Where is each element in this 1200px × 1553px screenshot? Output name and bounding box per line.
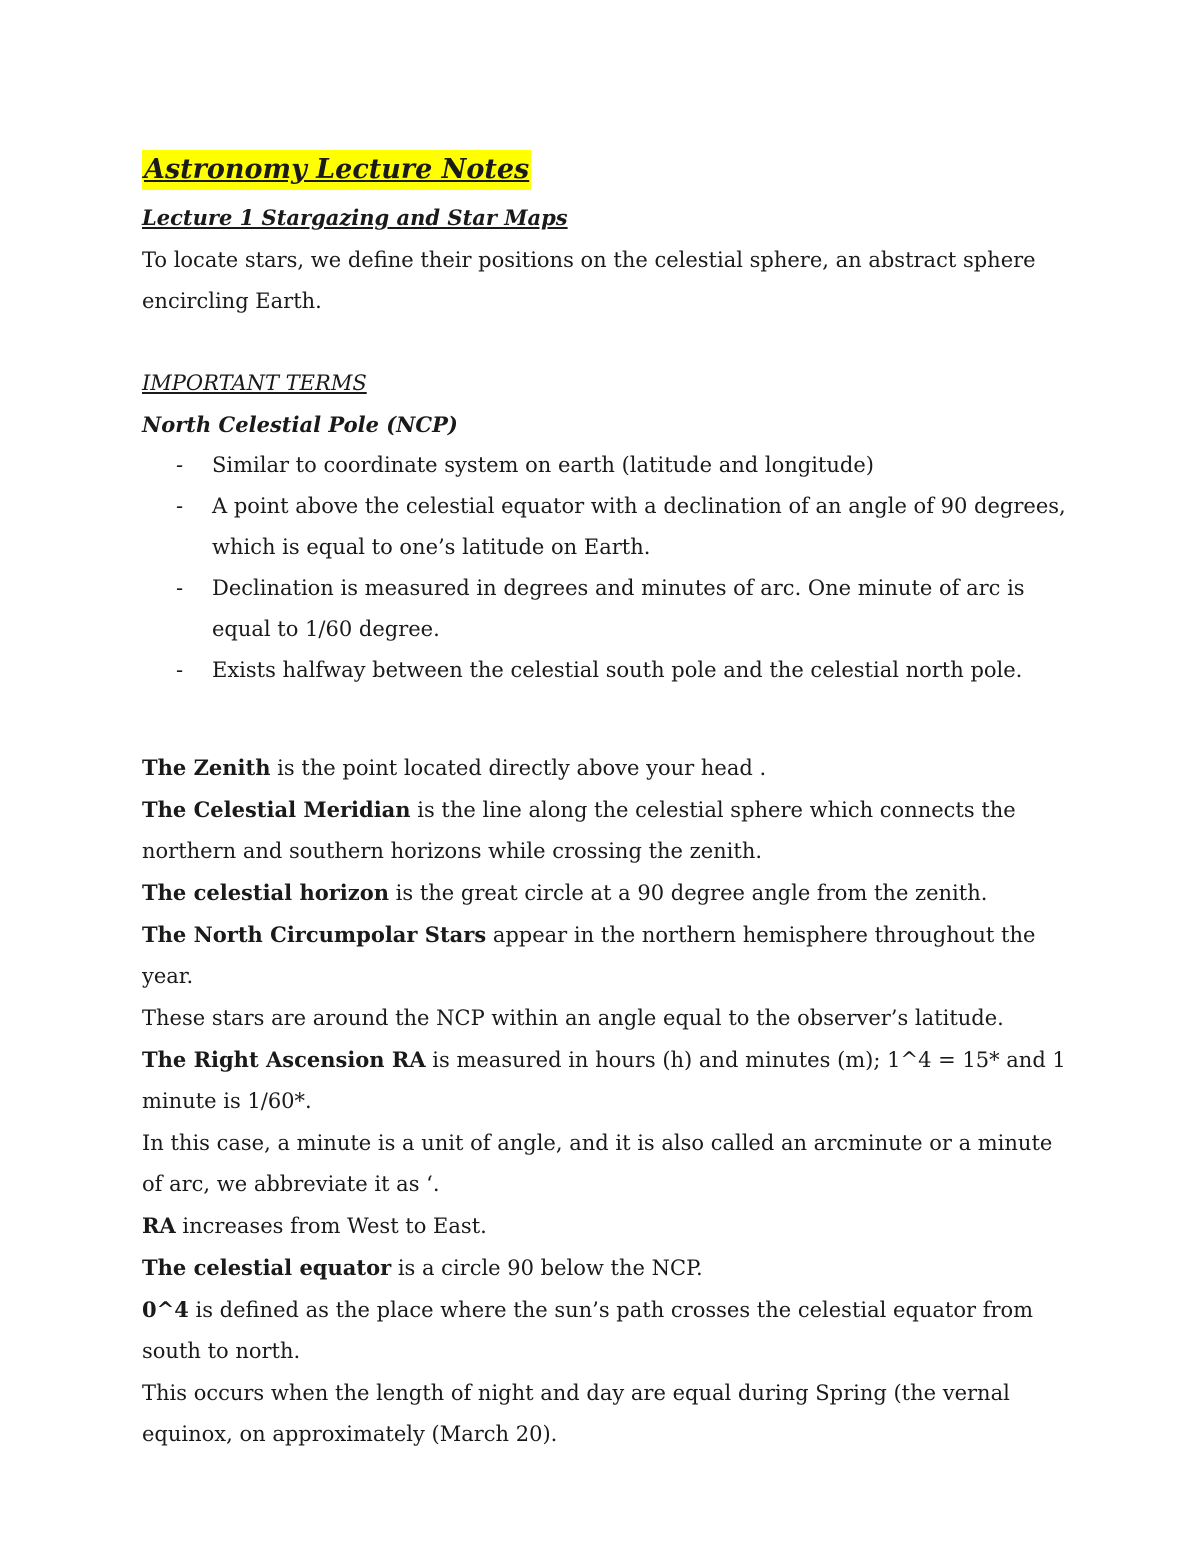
bullet-text: Declination is measured in degrees and minutes of arc. One minute of arc is equal to 1/60 degree. [212,576,1025,641]
definition-text: is measured in hours (h) and minutes (m); 1^4 = 15* and 1 minute is 1/60*. [142,1048,1066,1113]
bullet-text: Exists halfway between the celestial south pole and the celestial north pole. [212,658,1023,682]
circumpolar-note [142,997,1072,1039]
definition-text: These stars are around the NCP within an angle equal to the observer’s latitude. [142,1006,1004,1030]
definition-right-ascension [142,1039,1072,1122]
definition-text: This occurs when the length of night and day are equal during Spring (the vernal equinox, on approximately (March 20). [142,1381,1010,1446]
bullet-dash: - [176,453,184,477]
definition-ra-direction [142,1205,1072,1247]
definition-text: is a circle 90 below the NCP. [391,1256,703,1280]
bullet-dash: - [176,494,184,518]
definition-term: The Zenith [142,755,271,780]
ncp-heading: North Celestial Pole (NCP) [142,412,458,437]
definition-term: The celestial equator [142,1255,392,1280]
definitions-block [142,747,1072,1455]
list-item [142,568,1072,650]
arcminute-note [142,1122,1072,1205]
definition-text: appear in the northern hemisphere throughout the year. [142,923,1036,988]
list-item [142,486,1072,568]
vernal-equinox-note [142,1372,1072,1455]
definition-text: In this case, a minute is a unit of angle, and it is also called an arcminute or a minute of arc, we abbreviate it as ‘. [142,1131,1053,1196]
document-title: Astronomy Lecture Notes [142,150,531,190]
definition-circumpolar-stars [142,914,1072,997]
list-item [142,650,1072,691]
definition-text: is defined as the place where the sun’s path crosses the celestial equator from south to north. [142,1298,1034,1363]
definition-term: The celestial horizon [142,880,389,905]
definition-celestial-meridian [142,789,1072,872]
bullet-dash: - [176,658,184,682]
definition-term: The Right Ascension RA [142,1047,426,1072]
lecture-heading: Lecture 1 Stargazing and Star Maps [142,205,568,230]
definition-term: 0^4 [142,1297,189,1322]
bullet-text: A point above the celestial equator with a declination of an angle of 90 degrees, which is equal to one’s latitude on Earth. [212,494,1066,559]
ncp-bullet-list [142,445,1072,691]
bullet-text: Similar to coordinate system on earth (latitude and longitude) [212,453,874,477]
definition-celestial-equator [142,1247,1072,1289]
definition-text: is the point located directly above your head . [270,756,767,780]
definition-term: The Celestial Meridian [142,797,411,822]
important-terms-heading: IMPORTANT TERMS [142,371,367,395]
definition-text: increases from West to East. [175,1214,487,1238]
bullet-dash: - [176,576,184,600]
definition-term: The North Circumpolar Stars [142,922,487,947]
intro-paragraph: To locate stars, we define their positions on the celestial sphere, an abstract sphere encircling Earth. [142,248,1036,313]
definition-zero-hour [142,1289,1072,1372]
definition-text: is the line along the celestial sphere which connects the northern and southern horizons while crossing the zenith. [142,798,1016,863]
definition-text: is the great circle at a 90 degree angle from the zenith. [388,881,988,905]
document-page [142,150,1072,1455]
spacer [142,322,1072,363]
definition-term: RA [142,1213,176,1238]
title-row [142,150,1072,192]
spacer [142,691,1072,747]
definition-celestial-horizon [142,872,1072,914]
definition-zenith [142,747,1072,789]
list-item [142,445,1072,486]
